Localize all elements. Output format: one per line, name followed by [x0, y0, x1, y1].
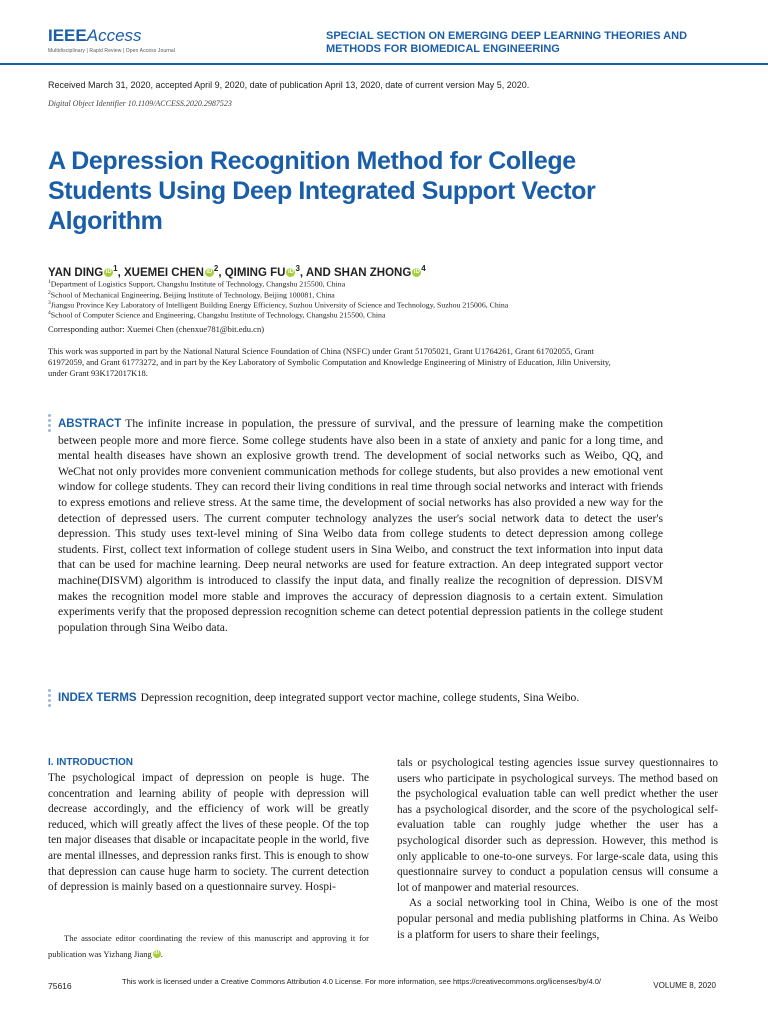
logo-access: Access [86, 26, 142, 45]
volume-info: VOLUME 8, 2020 [653, 981, 716, 990]
author-list [48, 264, 426, 279]
received-dates: Received March 31, 2020, accepted April 9, 2020, date of publication April 13, 2020, date of current version May 5, 2020. [48, 80, 530, 90]
abstract-heading: ABSTRACT [58, 418, 122, 430]
affiliation-num: 3 [48, 300, 51, 306]
affiliation-text: School of Computer Science and Engineering, Changshu Institute of Technology, Changshu 215500, China [50, 310, 386, 320]
orcid-icon[interactable]: iD [287, 268, 294, 275]
affiliation [48, 310, 688, 320]
section-heading-introduction: I. INTRODUCTION [48, 757, 133, 768]
author-affil-num: 2 [213, 264, 219, 273]
page-number: 75616 [48, 981, 72, 991]
author-affil-num: 1 [113, 264, 118, 273]
affiliation-text: Department of Logistics Support, Changshu Institute of Technology, Changshu 215500, China [50, 279, 346, 289]
author-separator: , AND [299, 266, 334, 279]
affiliation [48, 300, 688, 310]
paragraph: As a social networking tool in China, Weibo is one of the most popular personal and media publishing platforms in China. As Weibo is a platform for users to share their feelings, [397, 897, 718, 941]
orcid-icon[interactable]: iD [105, 268, 112, 275]
author: XUEMEI CHEN [124, 266, 204, 279]
orcid-icon[interactable]: iD [154, 951, 160, 956]
journal-logo [48, 26, 248, 56]
corresponding-author: Corresponding author: Xuemei Chen (chenxue781@bit.edu.cn) [48, 324, 265, 334]
affiliation-num: 1 [48, 279, 51, 285]
author-affil-num: 3 [295, 264, 300, 273]
funding-statement: This work was supported in part by the National Natural Science Foundation of China (NSFC) under Grant 51705021, Grant U1764261, Grant 61702055, Grant 61972059, and Grant 61773272, and in part by the Key Laboratory of Symbolic Computation and Knowledge Engineering of Ministry of Education, Jilin University, under Grant 93K172017K18. [48, 346, 611, 378]
affiliation-num: 4 [48, 310, 51, 316]
index-terms-marker-icon [48, 689, 52, 709]
paragraph: The psychological impact of depression on people is huge. The concentration and learning ability of people with depression will decrease accordingly, and the efficiency of work will be greatly reduced, which will greatly affect the lives of these people. Of the top ten major diseases that disable or incapacitate people in the world, five are mental illnesses, and depression ranks first. This is enough to show that depression can cause huge harm to society. The current detection of depression is mainly based on a questionnaire survey. Hospi- [48, 772, 369, 894]
orcid-icon[interactable]: iD [413, 268, 420, 275]
index-terms-heading: INDEX TERMS [58, 692, 137, 704]
footnote-text: The associate editor coordinating the review of this manuscript and approving it for publication was Yizhang Jiang [48, 933, 369, 959]
abstract-marker-icon [48, 414, 52, 434]
affiliation-text: Jiangsu Province Key Laboratory of Intelligent Building Energy Efficiency, Suzhou University of Science and Technology, Suzhou 215006, China [50, 300, 509, 310]
paragraph: tals or psychological testing agencies issue survey questionnaires to users who participate in psychological surveys. The method based on the psychological evaluation table can well predict whether the user has a psychological disorder, and the score of the psychological self-evaluation table can roughly judge whether the user has a psychological disorder such as depression. However, this method is only applicable to one-to-one surveys. For large-scale data, using this questionnaire survey to conduct a population census will consume a lot of manpower and material resources. [397, 757, 718, 894]
affiliation-num: 2 [48, 290, 51, 296]
affiliation [48, 279, 688, 289]
author-affil-num: 4 [421, 264, 426, 273]
paper-title: A Depression Recognition Method for College Students Using Deep Integrated Support Vector Algorithm [48, 147, 596, 235]
index-terms-text: Depression recognition, deep integrated support vector machine, college students, Sina Weibo. [140, 691, 580, 704]
author: YAN DING [48, 266, 104, 279]
body-column-right [397, 756, 718, 943]
editor-footnote [48, 930, 369, 962]
license-statement[interactable]: This work is licensed under a Creative Commons Attribution 4.0 License. For more information, see https://creativecommons.org/licenses/by/4.0/ [122, 977, 601, 986]
affiliation [48, 290, 688, 300]
body-column-left [48, 771, 369, 896]
orcid-icon[interactable]: iD [206, 268, 213, 275]
footnote-end: . [160, 949, 163, 959]
header-rule [0, 63, 768, 65]
abstract-text: The infinite increase in population, the pressure of survival, and the pressure of learning make the competition between people more and more fierce. Some college students have also been in a state of anxiety and panic for a long time, and mental health diseases have shown an explosive growth trend. The development of social networks such as Weibo, QQ, and WeChat not only provides more convenient communication methods for college students, but also provides a new emotional vent window for college students. They can record their living conditions in real time through social networks and interact with friends to express emotions and relieve stress. At the same time, the development of social networks has also provided a new way for the detection of depressed users. The current computer technology analyzes the user's social network data to detect the user's depression. This study uses text-level mining of Sina Weibo data from college students to detect depression among college students. First, collect text information of college student users in Sina Weibo, and construct the text information into input data that can be used for machine learning. Deep neural networks are used for feature extraction. An deep integrated support vector machine(DISVM) algorithm is introduced to classify the input data, and finally realize the recognition of depression. DISVM makes the recognition model more stable and improves the accuracy of depression diagnosis to a certain extent. Simulation experiments verify that the proposed depression recognition scheme can detect potential depression patients in the college student population through Sina Weibo data. [58, 417, 663, 634]
affiliation-text: School of Mechanical Engineering, Beijing Institute of Technology, Beijing 100081, China [50, 290, 335, 300]
author-separator: , [218, 266, 225, 279]
author: QIMING FU [224, 266, 286, 279]
special-section-title: SPECIAL SECTION ON EMERGING DEEP LEARNING THEORIES AND METHODS FOR BIOMEDICAL ENGINEERING [326, 30, 688, 55]
abstract [58, 416, 663, 635]
author: SHAN ZHONG [333, 266, 412, 279]
index-terms [58, 690, 663, 707]
doi: Digital Object Identifier 10.1109/ACCESS.2020.2987523 [48, 99, 232, 108]
logo-tagline: Multidisciplinary | Rapid Review | Open Access Journal [48, 48, 175, 54]
logo-ieee: IEEE [48, 26, 87, 45]
author-separator: , [117, 266, 125, 279]
